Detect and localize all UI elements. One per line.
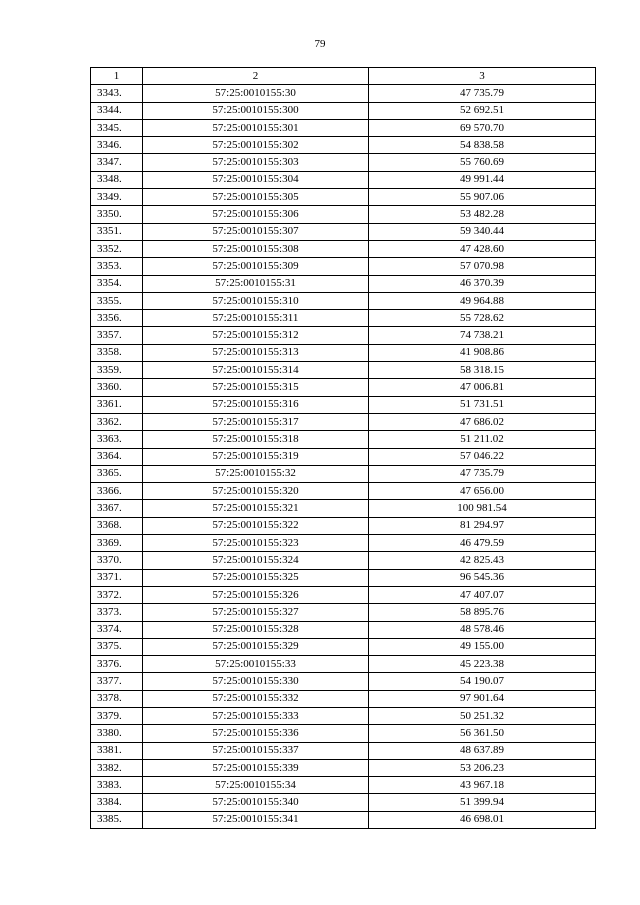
row-number: 3343. (91, 85, 143, 102)
table-row (91, 673, 596, 690)
table-row (91, 483, 596, 500)
cadastral-value: 55 760.69 (369, 154, 596, 171)
cadastral-number: 57:25:0010155:33 (143, 656, 369, 673)
cadastral-number: 57:25:0010155:337 (143, 742, 369, 759)
table-row (91, 171, 596, 188)
cadastral-number: 57:25:0010155:306 (143, 206, 369, 223)
cadastral-value: 59 340.44 (369, 223, 596, 240)
row-number: 3346. (91, 137, 143, 154)
table-row (91, 362, 596, 379)
row-number: 3352. (91, 240, 143, 257)
table-row (91, 448, 596, 465)
row-number: 3349. (91, 189, 143, 206)
cadastral-number: 57:25:0010155:31 (143, 275, 369, 292)
table-row (91, 310, 596, 327)
row-number: 3360. (91, 379, 143, 396)
table-row (91, 240, 596, 257)
cadastral-value: 58 318.15 (369, 362, 596, 379)
table-row (91, 517, 596, 534)
table-row (91, 275, 596, 292)
cadastral-number: 57:25:0010155:323 (143, 535, 369, 552)
cadastral-number: 57:25:0010155:305 (143, 189, 369, 206)
table-row (91, 379, 596, 396)
row-number: 3353. (91, 258, 143, 275)
cadastral-number: 57:25:0010155:330 (143, 673, 369, 690)
cadastral-value: 48 578.46 (369, 621, 596, 638)
cadastral-value: 96 545.36 (369, 569, 596, 586)
cadastral-number: 57:25:0010155:339 (143, 759, 369, 776)
cadastral-value: 47 428.60 (369, 240, 596, 257)
cadastral-value: 53 482.28 (369, 206, 596, 223)
cadastral-value: 55 728.62 (369, 310, 596, 327)
cadastral-value: 54 190.07 (369, 673, 596, 690)
table-row (91, 794, 596, 811)
cadastral-value: 49 991.44 (369, 171, 596, 188)
cadastral-number: 57:25:0010155:329 (143, 638, 369, 655)
cadastral-number: 57:25:0010155:318 (143, 431, 369, 448)
row-number: 3371. (91, 569, 143, 586)
row-number: 3359. (91, 362, 143, 379)
cadastral-value: 47 006.81 (369, 379, 596, 396)
cadastral-value-table (90, 67, 596, 829)
table-row (91, 258, 596, 275)
table-row (91, 621, 596, 638)
table-row (91, 223, 596, 240)
cadastral-value: 100 981.54 (369, 500, 596, 517)
row-number: 3368. (91, 517, 143, 534)
cadastral-value: 42 825.43 (369, 552, 596, 569)
table-row (91, 811, 596, 828)
table-row (91, 707, 596, 724)
cadastral-number: 57:25:0010155:314 (143, 362, 369, 379)
cadastral-number: 57:25:0010155:336 (143, 725, 369, 742)
cadastral-value: 43 967.18 (369, 777, 596, 794)
column-header-1: 1 (91, 68, 143, 85)
row-number: 3377. (91, 673, 143, 690)
table-row (91, 119, 596, 136)
cadastral-value: 46 698.01 (369, 811, 596, 828)
table-header-row (91, 68, 596, 85)
cadastral-value: 53 206.23 (369, 759, 596, 776)
table-row (91, 552, 596, 569)
cadastral-value: 52 692.51 (369, 102, 596, 119)
row-number: 3356. (91, 310, 143, 327)
table-row (91, 777, 596, 794)
table-row (91, 759, 596, 776)
row-number: 3372. (91, 586, 143, 603)
cadastral-value: 47 735.79 (369, 85, 596, 102)
cadastral-value: 57 070.98 (369, 258, 596, 275)
cadastral-value: 54 838.58 (369, 137, 596, 154)
row-number: 3344. (91, 102, 143, 119)
table-row (91, 569, 596, 586)
cadastral-value: 47 656.00 (369, 483, 596, 500)
row-number: 3385. (91, 811, 143, 828)
cadastral-value: 81 294.97 (369, 517, 596, 534)
cadastral-number: 57:25:0010155:307 (143, 223, 369, 240)
cadastral-value: 41 908.86 (369, 344, 596, 361)
column-header-2: 2 (143, 68, 369, 85)
cadastral-number: 57:25:0010155:328 (143, 621, 369, 638)
cadastral-number: 57:25:0010155:30 (143, 85, 369, 102)
table-row (91, 413, 596, 430)
row-number: 3345. (91, 119, 143, 136)
page-number: 79 (314, 38, 326, 50)
cadastral-number: 57:25:0010155:320 (143, 483, 369, 500)
cadastral-number: 57:25:0010155:326 (143, 586, 369, 603)
row-number: 3363. (91, 431, 143, 448)
cadastral-value: 48 637.89 (369, 742, 596, 759)
table-row (91, 327, 596, 344)
table-row (91, 154, 596, 171)
cadastral-number: 57:25:0010155:322 (143, 517, 369, 534)
cadastral-value: 56 361.50 (369, 725, 596, 742)
table-row (91, 690, 596, 707)
row-number: 3370. (91, 552, 143, 569)
table-row (91, 85, 596, 102)
row-number: 3384. (91, 794, 143, 811)
cadastral-number: 57:25:0010155:341 (143, 811, 369, 828)
row-number: 3347. (91, 154, 143, 171)
table-row (91, 431, 596, 448)
table-row (91, 500, 596, 517)
row-number: 3351. (91, 223, 143, 240)
row-number: 3369. (91, 535, 143, 552)
cadastral-number: 57:25:0010155:325 (143, 569, 369, 586)
table-row (91, 725, 596, 742)
table-row (91, 535, 596, 552)
cadastral-value: 49 155.00 (369, 638, 596, 655)
cadastral-value: 57 046.22 (369, 448, 596, 465)
cadastral-number: 57:25:0010155:315 (143, 379, 369, 396)
cadastral-value: 50 251.32 (369, 707, 596, 724)
cadastral-number: 57:25:0010155:303 (143, 154, 369, 171)
row-number: 3375. (91, 638, 143, 655)
table-row (91, 742, 596, 759)
cadastral-number: 57:25:0010155:321 (143, 500, 369, 517)
cadastral-value: 49 964.88 (369, 292, 596, 309)
cadastral-number: 57:25:0010155:316 (143, 396, 369, 413)
cadastral-number: 57:25:0010155:333 (143, 707, 369, 724)
cadastral-value: 51 399.94 (369, 794, 596, 811)
cadastral-number: 57:25:0010155:308 (143, 240, 369, 257)
cadastral-value: 47 735.79 (369, 465, 596, 482)
row-number: 3361. (91, 396, 143, 413)
row-number: 3367. (91, 500, 143, 517)
row-number: 3354. (91, 275, 143, 292)
row-number: 3379. (91, 707, 143, 724)
cadastral-number: 57:25:0010155:34 (143, 777, 369, 794)
table-row (91, 604, 596, 621)
cadastral-value: 97 901.64 (369, 690, 596, 707)
row-number: 3381. (91, 742, 143, 759)
table-row (91, 638, 596, 655)
cadastral-value: 55 907.06 (369, 189, 596, 206)
cadastral-number: 57:25:0010155:301 (143, 119, 369, 136)
row-number: 3350. (91, 206, 143, 223)
table-row (91, 102, 596, 119)
table-row (91, 344, 596, 361)
table-row (91, 292, 596, 309)
cadastral-number: 57:25:0010155:319 (143, 448, 369, 465)
cadastral-value: 46 479.59 (369, 535, 596, 552)
cadastral-number: 57:25:0010155:310 (143, 292, 369, 309)
row-number: 3355. (91, 292, 143, 309)
cadastral-number: 57:25:0010155:340 (143, 794, 369, 811)
row-number: 3366. (91, 483, 143, 500)
row-number: 3380. (91, 725, 143, 742)
table-row (91, 656, 596, 673)
table-row (91, 586, 596, 603)
cadastral-value: 69 570.70 (369, 119, 596, 136)
row-number: 3373. (91, 604, 143, 621)
table-row (91, 189, 596, 206)
cadastral-value: 58 895.76 (369, 604, 596, 621)
column-header-3: 3 (369, 68, 596, 85)
row-number: 3376. (91, 656, 143, 673)
row-number: 3382. (91, 759, 143, 776)
cadastral-number: 57:25:0010155:332 (143, 690, 369, 707)
table-row (91, 465, 596, 482)
cadastral-value: 46 370.39 (369, 275, 596, 292)
table-row (91, 137, 596, 154)
cadastral-number: 57:25:0010155:312 (143, 327, 369, 344)
table-row (91, 396, 596, 413)
row-number: 3362. (91, 413, 143, 430)
row-number: 3374. (91, 621, 143, 638)
cadastral-value: 47 686.02 (369, 413, 596, 430)
cadastral-value: 47 407.07 (369, 586, 596, 603)
cadastral-number: 57:25:0010155:324 (143, 552, 369, 569)
row-number: 3383. (91, 777, 143, 794)
row-number: 3357. (91, 327, 143, 344)
row-number: 3378. (91, 690, 143, 707)
cadastral-number: 57:25:0010155:304 (143, 171, 369, 188)
cadastral-number: 57:25:0010155:317 (143, 413, 369, 430)
cadastral-value: 74 738.21 (369, 327, 596, 344)
cadastral-number: 57:25:0010155:302 (143, 137, 369, 154)
cadastral-number: 57:25:0010155:327 (143, 604, 369, 621)
cadastral-number: 57:25:0010155:311 (143, 310, 369, 327)
row-number: 3348. (91, 171, 143, 188)
cadastral-number: 57:25:0010155:313 (143, 344, 369, 361)
cadastral-value: 51 731.51 (369, 396, 596, 413)
row-number: 3358. (91, 344, 143, 361)
cadastral-number: 57:25:0010155:309 (143, 258, 369, 275)
table-row (91, 206, 596, 223)
cadastral-number: 57:25:0010155:300 (143, 102, 369, 119)
row-number: 3365. (91, 465, 143, 482)
row-number: 3364. (91, 448, 143, 465)
cadastral-number: 57:25:0010155:32 (143, 465, 369, 482)
cadastral-value: 51 211.02 (369, 431, 596, 448)
cadastral-value: 45 223.38 (369, 656, 596, 673)
